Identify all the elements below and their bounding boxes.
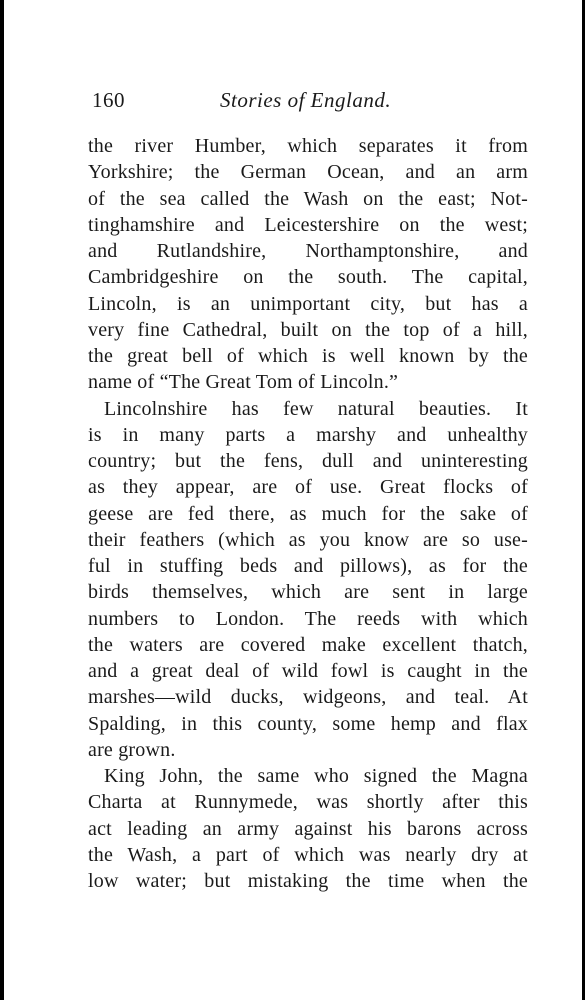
text-line: King John, the same who signed the Magna [104, 765, 528, 787]
text-line: the waters are covered make excellent thatch, [88, 633, 528, 656]
text-line: as they appear, are of use. Great flocks of [88, 476, 528, 499]
text-line: Cambridgeshire on the south. The capital, [88, 266, 528, 289]
text-line: Lincolnshire has few natural beauties. It [104, 397, 528, 420]
paragraph [88, 133, 528, 396]
text-line: very fine Cathedral, built on the top of a hill, [88, 318, 528, 341]
text-line: numbers to London. The reeds with which [88, 607, 528, 630]
text-line: low water; but mistaking the time when the [88, 870, 528, 892]
page-number: 160 [92, 88, 125, 112]
page-left-edge [0, 0, 4, 1000]
text-line: are grown. [88, 738, 176, 761]
text-line: Charta at Runnymede, was shortly after this [88, 791, 528, 814]
text-line: tinghamshire and Leicestershire on the west; [88, 213, 528, 236]
text-line: ful in stuffing beds and pillows), as for the [88, 555, 528, 577]
text-line: geese are fed there, as much for the sake of [88, 502, 528, 525]
page-header [92, 88, 512, 116]
text-line: and a great deal of wild fowl is caught in the [88, 660, 528, 682]
text-line: name of “The Great Tom of Lincoln.” [88, 371, 399, 394]
body-text [88, 133, 528, 894]
text-line: the river Humber, which separates it from [88, 135, 528, 157]
paragraph [88, 763, 528, 894]
text-line: the great bell of which is well known by the [88, 345, 528, 367]
text-line: Yorkshire; the German Ocean, and an arm [88, 161, 528, 184]
text-line: act leading an army against his barons across [88, 817, 528, 840]
text-line: of the sea called the Wash on the east; Not- [88, 187, 528, 210]
text-line: Lincoln, is an unimportant city, but has a [88, 292, 528, 315]
running-title: Stories of England. [220, 88, 392, 112]
text-line: and Rutlandshire, Northamptonshire, and [88, 240, 528, 262]
text-line: marshes—wild ducks, widgeons, and teal. At [88, 686, 528, 709]
text-line: the Wash, a part of which was nearly dry at [88, 843, 528, 866]
text-line: Spalding, in this county, some hemp and flax [88, 712, 528, 735]
text-line: birds themselves, which are sent in large [88, 581, 528, 604]
text-line: is in many parts a marshy and unhealthy [88, 423, 528, 446]
text-line: country; but the fens, dull and uninteresting [88, 450, 528, 472]
text-line: their feathers (which as you know are so use- [88, 528, 528, 551]
paragraph [88, 396, 528, 764]
